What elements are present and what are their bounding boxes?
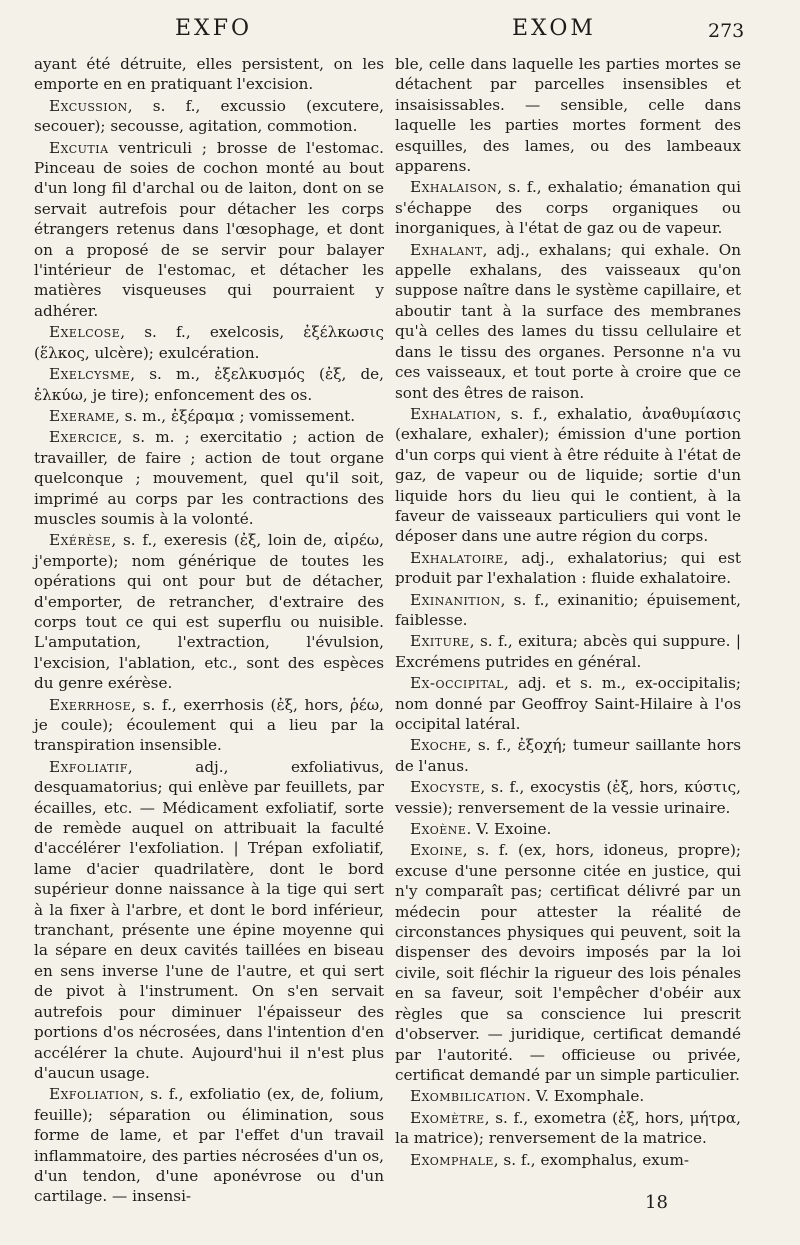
entry-headword: Exinanition <box>410 590 501 609</box>
dictionary-entry <box>395 1108 741 1149</box>
entry-headword: Excussion <box>49 96 128 115</box>
entry-headword: Exelcysme <box>49 365 131 384</box>
dictionary-entry <box>34 427 384 529</box>
right-column <box>395 54 741 1170</box>
entry-definition: , s. m., ἐξελκυσμός (ἐξ, de, ἑλκύω, je tire); enfoncement des os. <box>34 365 384 404</box>
entry-headword: Exiture <box>410 632 470 651</box>
entry-definition: , adj., exhalans; qui exhale. On appelle exhalans, des vaisseaux qu'on suppose naître dans le système capillaire, et aboutir tant à la surface des membranes qu'à celles des lames du tissu cellulaire et dans le tissu des organes. Personne n'a vu ces vaisseaux, et tout porte à croire que ce sont des êtres de raison. <box>395 240 741 402</box>
entry-definition: , s. f., exocystis (ἐξ, hors, κύστις, vessie); renversement de la vessie urinaire. <box>395 778 741 817</box>
entry-definition: , s. m., ἐξέραμα ; vomissement. <box>114 406 356 425</box>
signature-mark: 18 <box>645 1192 668 1213</box>
entry-headword: Exérèse <box>49 531 112 550</box>
entry-definition: , s. f., exomphalus, exum- <box>493 1150 690 1169</box>
entry-headword: Exhalatoire <box>410 548 504 567</box>
entry-definition: , s. f., exinanitio; épuisement, faiblesse. <box>395 590 741 629</box>
entry-definition: , adj. et s. m., ex-occipitalis; nom donné par Geoffroy Saint-Hilaire à l'os occipital latéral. <box>395 674 741 733</box>
entry-definition: ayant été détruite, elles persistent, on les emporte en en pratiquant l'excision. <box>34 55 384 94</box>
entry-definition: . V. Exoine. <box>466 820 552 839</box>
entry-headword: Exelcose <box>49 323 121 342</box>
dictionary-entry <box>395 631 741 672</box>
entry-definition: , s. f., exometra (ἐξ, hors, μήτρα, la matrice); renversement de la matrice. <box>395 1108 741 1148</box>
dictionary-entry <box>34 1084 384 1206</box>
entry-headword: Exfoliatif <box>49 757 128 776</box>
dictionary-entry <box>395 840 741 1085</box>
entry-definition: , s. m. ; exercitatio ; action de travailler, de faire ; action de tout organe quelconque ; mouvement, quel qu'il soit, imprimé au corps par les contractions des muscles soumis à la volonté. <box>34 428 384 528</box>
dictionary-entry <box>395 819 741 839</box>
dictionary-entry <box>34 322 384 363</box>
dictionary-entry <box>395 1150 741 1170</box>
entry-headword: Excutia <box>49 138 109 157</box>
left-column <box>34 54 384 1207</box>
entry-definition: , s. f., exfoliatio (ex, de, folium, feuille); séparation ou élimination, sous forme de lame, et par l'effet d'un travail inflammatoire, des parties nécrosées d'un os, d'un tendon, d'une aponévrose ou d'un cartilage. — insensi- <box>34 1085 384 1206</box>
entry-definition: ble, celle dans laquelle les parties mortes se détachent par parcelles insensibles et insaisissables. — sensible, celle dans laquelle les parties mortes forment des esquilles, des lames, ou des lambeaux apparens. <box>395 55 741 176</box>
running-header <box>0 16 800 56</box>
entry-headword: Exocyste <box>410 778 481 797</box>
entry-definition: ventriculi ; brosse de l'estomac. Pinceau de soies de cochon monté au bout d'un long fil d'archal ou de laiton, dont on se servait autrefois pour détacher les corps étrangers retenus dans l'œsophage, et dont on a proposé de se servir pour balayer l'intérieur de l'estomac, et détacher les matières visqueuses qui pourraient y adhérer. <box>34 138 384 320</box>
dictionary-entry <box>34 530 384 693</box>
left-headword: EXFO <box>175 16 253 41</box>
entry-definition: , adj., exhalatorius; qui est produit par l'exhalation : fluide exhalatoire. <box>395 548 741 588</box>
dictionary-entry <box>395 777 741 818</box>
entry-headword: Exhalant <box>410 240 483 259</box>
entry-definition: , s. f., exeresis (ἐξ, loin de, αἱρέω, j'emporte); nom générique de toutes les opérations qui ont pour but de détacher, d'emporter, de retrancher, d'extraire des corps tout ce qui est superflu ou nuisible. L'amputation, l'extraction, l'évulsion, l'excision, l'ablation, etc., sont des espèces du genre exérèse. <box>34 531 384 693</box>
entry-headword: Exerrhose <box>49 695 132 714</box>
entry-definition: , s. f., excussio (excutere, secouer); secousse, agitation, commotion. <box>34 96 384 136</box>
entry-definition: , s. f., exitura; abcès qui suppure. | Excrémens putrides en général. <box>395 632 741 671</box>
entry-continuation <box>395 54 741 176</box>
dictionary-entry <box>34 364 384 405</box>
dictionary-entry <box>34 695 384 756</box>
dictionary-entry <box>395 240 741 403</box>
entry-headword: Exercice <box>49 428 118 447</box>
dictionary-entry <box>34 406 384 426</box>
entry-headword: Exhalaison <box>410 178 498 197</box>
entry-headword: Exhalation <box>410 404 497 423</box>
entry-headword: Exoche <box>410 736 467 755</box>
entry-headword: Exerame <box>49 406 115 425</box>
entry-definition: , s. f., exhalatio, ἀναθυμίασις (exhalare, exhaler); émission d'une portion d'un corps qui vient à être réduite à l'état de gaz, de vapeur ou de liquide; sortie d'un liquide hors du lieu qui le contient, à la faveur de vaisseaux particuliers qui vont le déposer dans une autre région du corps. <box>395 404 741 546</box>
entry-definition: , s. f., exerrhosis (ἐξ, hors, ῥέω, je coule); écoulement qui a lieu par la transpiration insensible. <box>34 695 384 755</box>
dictionary-entry <box>395 735 741 776</box>
dictionary-entry <box>395 1086 741 1106</box>
entry-headword: Exoène <box>410 820 467 839</box>
dictionary-entry <box>34 138 384 322</box>
entry-headword: Exoine <box>410 841 463 860</box>
entry-headword: Exomètre <box>410 1108 485 1127</box>
right-headword: EXOM <box>512 16 596 41</box>
dictionary-entry <box>395 404 741 547</box>
entry-definition: , s. f., exelcosis, ἐξέλκωσις (ἕλκος, ulcère); exulcération. <box>34 323 384 362</box>
entry-headword: Ex-occipital <box>410 674 504 693</box>
entry-headword: Exomphale <box>410 1150 494 1169</box>
entry-definition: . V. Exomphale. <box>526 1087 645 1106</box>
entry-definition: , s. f., exhalatio; émanation qui s'échappe des corps organiques ou inorganiques, à l'état de gaz ou de vapeur. <box>395 178 741 238</box>
dictionary-entry <box>395 548 741 589</box>
entry-definition: , adj., exfoliativus, desquamatorius; qui enlève par feuillets, par écailles, etc. — Médicament exfoliatif, sorte de remède auquel on attribuait la faculté d'accélérer l'exfoliation. | Trépan exfoliatif, lame d'acier quadrilatère, dont le bord supérieur donne naissance à la tige qui sert à la fixer à l'arbre, et dont le bord inférieur, tranchant, présente une épine moyenne qui la sépare en deux cavités taillées en biseau en sens inverse l'une de l'autre, et qui sert de pivot à l'instrument. On s'en servait autrefois pour diminuer l'épaisseur des portions d'os nécrosées, dans l'intention d'en accélérer la chute. Aujourd'hui il n'est plus d'aucun usage. <box>34 757 384 1082</box>
dictionary-entry <box>395 590 741 631</box>
dictionary-entry <box>34 96 384 137</box>
dictionary-entry <box>34 757 384 1084</box>
entry-headword: Exombilication <box>410 1087 527 1106</box>
entry-definition: , s. f., ἐξοχή; tumeur saillante hors de l'anus. <box>395 736 741 775</box>
entry-definition: , s. f. (ex, hors, idoneus, propre); excuse d'une personne citée en justice, qui n'y comparaît pas; certificat délivré par un médecin pour attester la réalité de circonstances physiques qui peuvent, soit la dispenser des devoirs imposés par la loi civile, soit fléchir la rigueur des lois pénales en sa faveur, soit l'empêcher d'obéir aux règles que sa conscience lui prescrit d'observer. — juridique, certificat demandé par l'autorité. — officieuse ou privée, certificat demandé par un simple particulier. <box>395 841 741 1084</box>
dictionary-entry <box>395 177 741 238</box>
page-number: 273 <box>708 20 745 42</box>
dictionary-entry <box>395 673 741 734</box>
entry-continuation <box>34 54 384 95</box>
entry-headword: Exfoliation <box>49 1085 140 1104</box>
